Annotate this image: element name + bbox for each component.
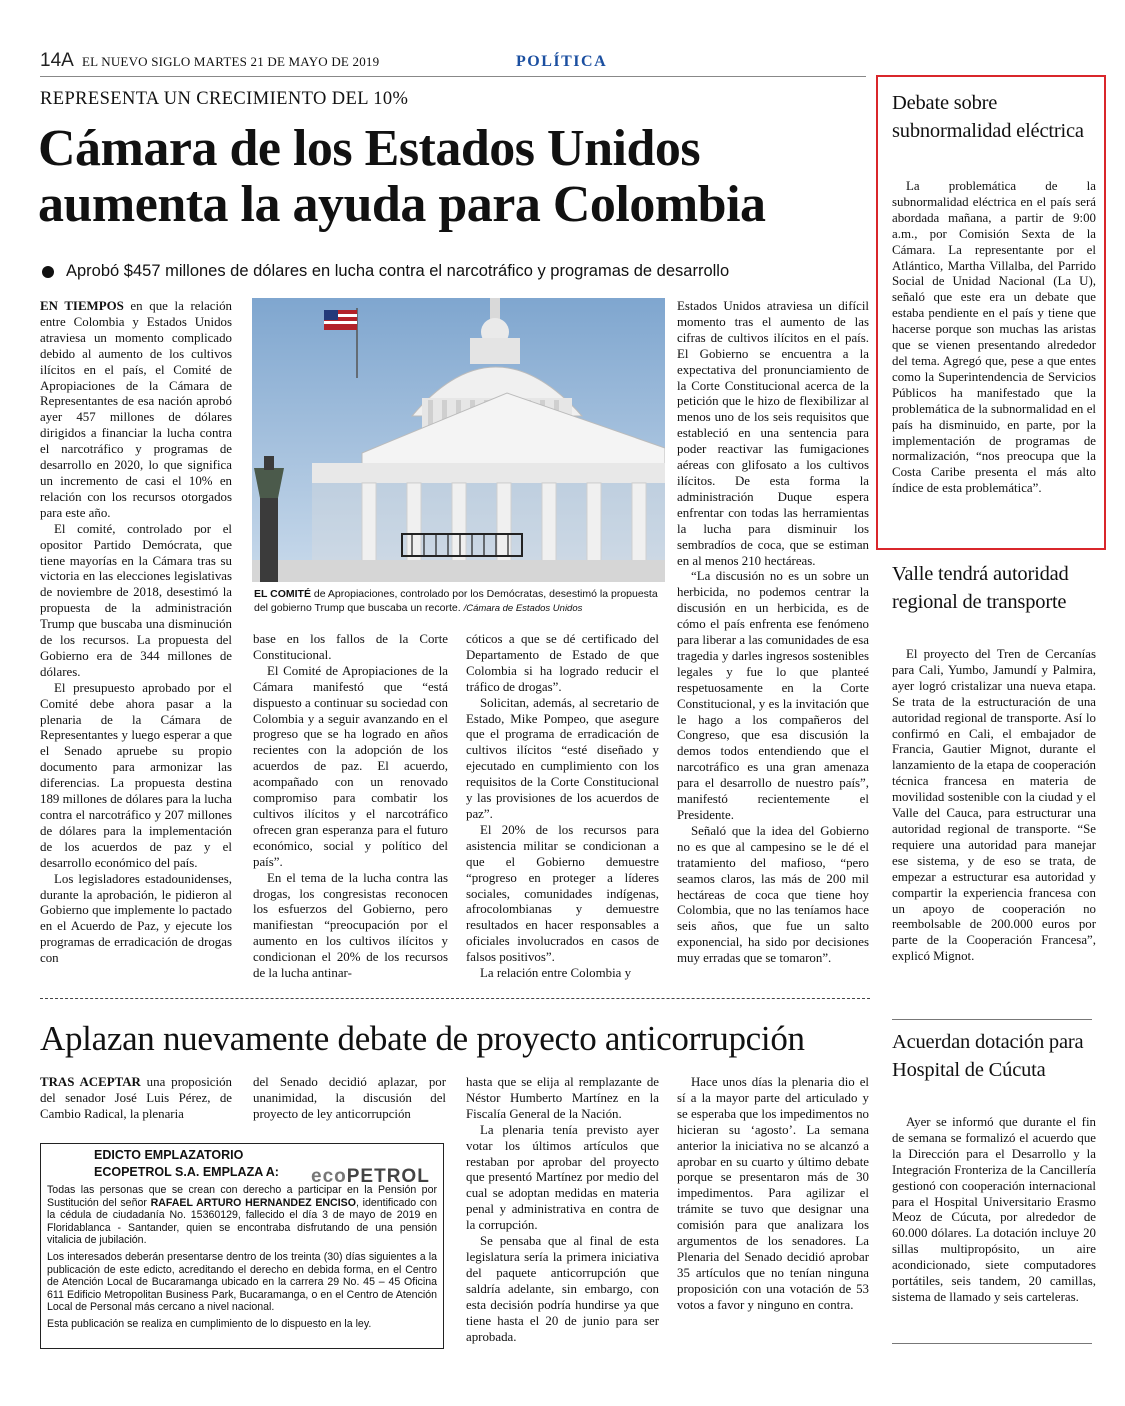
paragraph: El 20% de los recursos para asistencia militar se condicionan a que el Gobierno demuestre “progreso en proteger a líderes sociales, comunidades indígenas, afrocolombianas y demuestre resultados en hacer responsables a oficiales involucrados en casos de falsos positivos”. (466, 822, 659, 965)
paragraph: El Comité de Apropiaciones de la Cámara manifestó que “está dispuesto a continuar su sociedad con Colombia y a seguir avanzando en el progreso que se ha logrado en años recientes con la adopción de los acuerdos de paz. El acuerdo, acompañado con un renovado compromiso para combatir los cultivos ilícitos y el narcotráfico ofrecen gran esperanza para el futuro económico, social y político del país”. (253, 663, 448, 869)
paragraph: Señaló que la idea del Gobierno no es que al campesino se le dé el tratamiento del mafioso, “pero seamos claros, las más de 200 mil hectáreas de coca que tiene hoy Colombia, que no las teníamos hace seis años, que fue un salto exponencial, ha sido por decisiones muy erradas que se tomaron”. (677, 823, 869, 966)
photo-caption (254, 588, 664, 615)
paragraph: En el tema de la lucha contra las drogas, los congresistas reconocen los esfuerzos del Gobierno, pero manifiestan “preocupación por el aumento en los cultivos ilícitos y condicionan el 20% de los recursos de la lucha antinar- (253, 870, 448, 981)
paragraph: El comité, controlado por el opositor Partido Demócrata, que tiene mayorías en la Cámara tras su victoria en las elecciones legislativas de noviembre de 2018, desestimó la propuesta de la administración Trump que buscaba una disminución de los recursos. La propuesta del Gobierno era de 344 millones de dólares. (40, 521, 232, 679)
paragraph: “La discusión no es un sobre un herbicida, no podemos centrar la discusión en un herbicida, es de cómo el país enfrenta ese fenómeno para liberar a las comunidades de esa tragedia y darles ingresos sostenibles legales y fue lo que planteé respetuosamente en la Corte Constitucional, y es la invitación que le hago a los compañeros del Congreso, que esa discusión la demos todos entendiendo que el narcotráfico es una gran amenaza para el desarrollo de nuestro país”, manifestó recientemente el Presidente. (677, 569, 869, 822)
headline-line-2: aumenta la ayuda para Colombia (38, 176, 766, 233)
paragraph: Ayer se informó que durante el fin de semana se formalizó el acuerdo que la Dirección para el Desarrollo y la Integración Fronteriza de la Cancillería gestionó con cooperación internacional para el Hospital Universitario Erasmo Meoz de Cúcuta, por alrededor de 60.000 dólares. La dotación incluye 20 sillas multipropósito, un aire acondicionado, siete computadores portátiles, seis tandem, 20 camillas, sistema de llamado y seis carteleras. (892, 1115, 1096, 1304)
paragraph (40, 1075, 232, 1123)
edicto-body-1 (47, 1184, 437, 1247)
main-column-4 (677, 299, 869, 967)
edicto-body-3: Esta publicación se realiza en cumplimiento de lo dispuesto en la ley. (47, 1317, 372, 1330)
deck-bullet-icon (42, 266, 54, 278)
caption-lead: EL COMITÉ (254, 588, 311, 600)
masthead: EL NUEVO SIGLO MARTES 21 DE MAYO DE 2019 (82, 54, 380, 69)
second-column-1 (40, 1075, 232, 1123)
sidebar-rule (892, 1019, 1092, 1020)
paragraph: El presupuesto aprobado por el Comité debe ahora pasar a la plenaria de la Cámara de Representantes y luego esperar a que el Senado apruebe su propio documento para armonizar las diferencias. La propuesta destina 189 millones de dólares para la lucha contra el narcotráfico y 207 millones de dólares para la implementación de los acuerdos de paz y el desarrollo económico del país. (40, 680, 232, 870)
paragraph: Se pensaba que al final de esta legislatura sería la primera iniciativa del paquete anticorrupción que saldría adelante, sin embargo, con esta decisión podría hundirse ya que tiene hasta el 20 de junio para ser aprobada. (466, 1234, 659, 1344)
paragraph (40, 299, 232, 522)
sidebar-rule (892, 1343, 1092, 1344)
main-column-1 (40, 299, 232, 967)
paragraph: cóticos a que se dé certificado del Departamento de Estado de que Colombia si ha logrado reducir el tráfico de drogas”. (466, 632, 659, 694)
story-divider (40, 998, 870, 999)
main-column-3 (466, 632, 659, 982)
paragraph-text: una proposición del senador José Luis Pérez, de Cambio Radical, la plenaria (40, 1075, 232, 1121)
sidebar-title-1: Debate sobre subnormalidad eléctrica (892, 92, 1084, 142)
header-rule (40, 76, 866, 77)
second-headline: Aplazan nuevamente debate de proyecto anticorrupción (40, 1019, 805, 1058)
sidebar-body-3 (892, 1115, 1096, 1306)
paragraph-text: en que la relación entre Colombia y Estados Unidos atraviesa un momento complicado debido al aumento de los cultivos ilícitos en el país, el Comité de Apropiaciones de la Cámara de Representantes de esa nación aprobó ayer 457 millones de dólares dirigidos a financiar la lucha contra el narcotráfico y programas de desarrollo en 2020, lo que significa un incremento de casi el 10% en relación con los recursos otorgados para este año. (40, 299, 232, 520)
paragraph: La problemática de la subnormalidad eléctrica en el país será abordada mañana, a partir de 9:00 a.m., por Comisión Sexta de la Cámara. La representante por el Atlántico, Martha Villalba, del Parrido Social de Unidad Nacional (La U), señaló que este era un debate que estaba pendiente en el país y tiene que hacerse porque son muchas las aristas que se vienen presentando alrededor del tema. Agregó que, pese a que entes como la Superintendencia de Servicios Públicos ha manifestado que la problemática de la subnormalidad en el país ha disminuido, en parte, por la implementación de programas de normalización, “nos preocupa que la Costa Caribe presenta el más alto índice de esta problemática”. (892, 179, 1096, 496)
sidebar-title-3: Acuerdan dotación para Hospital de Cúcuta (892, 1031, 1084, 1081)
edicto-subtitle: ECOPETROL S.A. EMPLAZA A: (94, 1165, 279, 1179)
paragraph: Estados Unidos atraviesa un difícil momento tras el aumento de las cifras de cultivos ilícitos en el país. El Gobierno se encuentra a la expectativa del pronunciamiento de la Corte Constitucional acerca de la petición que le hizo de flexibilizar al menos uno de los seis requisitos que estableció en una sentencia para poder reactivar las fumigaciones aéreas con glifosato a los cultivos ilícitos. De esta forma la administración Duque espera enfrentar con todas las herramientas la lucha para disminuir los sembradíos de coca, que se estiman en al menos 210 hectáreas. (677, 299, 869, 568)
paragraph: La relación entre Colombia y (480, 966, 632, 981)
edicto-text: , identificado con la cédula de ciudadanía No. 15360129, fallecido el día 3 de mayo de 2019 en Floridablanca - Santander, quien se encontraba disfrutando de una pensión vitalicia de jubilación. (47, 1196, 437, 1247)
second-column-4 (677, 1075, 869, 1314)
main-headline (38, 121, 878, 233)
capitol-building-image (252, 298, 665, 582)
ecopetrol-logo (311, 1166, 430, 1188)
edicto-text: Todas las personas que se crean con derecho a participar en la Pensión por Sustitución del señor (47, 1184, 437, 1209)
sidebar-body-1 (892, 179, 1096, 497)
main-column-2 (253, 632, 448, 982)
main-deck: Aprobó $457 millones de dólares en lucha contra el narcotráfico y programas de desarrollo (66, 262, 730, 280)
edicto-title: EDICTO EMPLAZATORIO (94, 1148, 244, 1162)
edicto-name: RAFAEL ARTURO HERNANDEZ ENCISO (150, 1196, 356, 1209)
logo-part-a: eco (311, 1166, 347, 1187)
main-kicker: REPRESENTA UN CRECIMIENTO DEL 10% (40, 89, 409, 109)
sidebar-body-2 (892, 647, 1096, 965)
second-column-3 (466, 1075, 659, 1345)
paragraph: El proyecto del Tren de Cercanías para Cali, Yumbo, Jamundí y Palmira, ayer logró cristalizar una nueva etapa. Se trata de la estructuración de una autoridad regional de transporte. Así lo confirmó en Cali, el embajador de Francia, Gautier Mignot, durante el lanzamiento de la etapa de cooperación técnica francesa en materia de movilidad sostenible con la ciudad y el Valle del Cauca, para estructurar una autoridad regional de transporte. “Se requiere una autoridad para manejar ese sistema, y de eso se trata, de empezar a estructurar esa autoridad y compartir la experiencia francesa con un apoyo de cooperación no reembolsable de 200.000 euros por parte de la Cooperación Francesa”, explicó Mignot. (892, 647, 1096, 964)
paragraph: Los legisladores estadounidenses, durante la aprobación, le pidieron al Gobierno que implemente lo pactado en el Acuerdo de Paz, y ejecute los programas de erradicación de drogas con (40, 871, 232, 966)
edicto-body-2: Los interesados deberán presentarse dentro de los treinta (30) días siguientes a la publicación de este edicto, acreditando el derecho en debida forma, en el Centro de Atención Local de Bucaramanga ubicado en la carrera 29 No. 45 – 45 Oficina 611 Edificio Metropolitan Business Park, Bucaramanga, o en el Centro de Atención Local de Personal más cercano a nivel nacional. (47, 1250, 437, 1314)
sidebar-title-2: Valle tendrá autoridad regional de transporte (892, 563, 1069, 613)
paragraph: Hace unos días la plenaria dio el sí a la mayor parte del articulado y se esperaba que los impedimentos no hicieran su ‘agosto’. La semana anterior la iniciativa no se alcanzó a aprobar en su cuarto y último debate porque se presentaron más de 30 impedimentos. Para agilizar el trámite se tuvo que designar una comisión para que analizara los argumentos de los senadores. La Plenaria del Senado decidió aprobar 35 artículos que no tenían ninguna proposición con una votación de 53 votos a favor y ninguno en contra. (677, 1075, 869, 1312)
paragraph: La plenaria tenía previsto ayer votar los últimos artículos que restaban por aprobar del proyecto que presentó Martínez por medio del cual se adoptan medidas en materia penal y administrativa en contra de la corrupción. (466, 1122, 659, 1233)
lead-in: TRAS ACEPTAR (40, 1075, 141, 1089)
paragraph: hasta que se elija al remplazante de Néstor Humberto Martínez en la Fiscalía General de la Nación. (466, 1075, 659, 1121)
logo-part-b: PETROL (346, 1166, 430, 1187)
headline-line-1: Cámara de los Estados Unidos (38, 120, 701, 177)
paragraph: Solicitan, además, al secretario de Estado, Mike Pompeo, que asegure que el programa de erradicación de cultivos ilícitos “esté diseñado y ejecutado en cumplimiento con los requisitos de la Corte Constitucional y las provisiones de los acuerdos de paz”. (466, 695, 659, 821)
edicto-ad (40, 1143, 444, 1349)
paragraph: del Senado decidió aplazar, por unanimidad, la discusión del proyecto de ley anticorrupción (253, 1075, 446, 1121)
page-number: 14A (40, 50, 74, 71)
lead-in: EN TIEMPOS (40, 299, 124, 313)
photo-credit: /Cámara de Estados Unidos (463, 602, 583, 614)
caption-text: de Apropiaciones, controlado por los Demócratas, desestimó la propuesta del gobierno Trump que buscaba un recorte. (254, 588, 658, 614)
capitol-photo (252, 298, 665, 582)
section-label: POLÍTICA (516, 53, 608, 70)
paragraph: base en los fallos de la Corte Constitucional. (253, 632, 448, 662)
second-column-2 (253, 1075, 446, 1123)
